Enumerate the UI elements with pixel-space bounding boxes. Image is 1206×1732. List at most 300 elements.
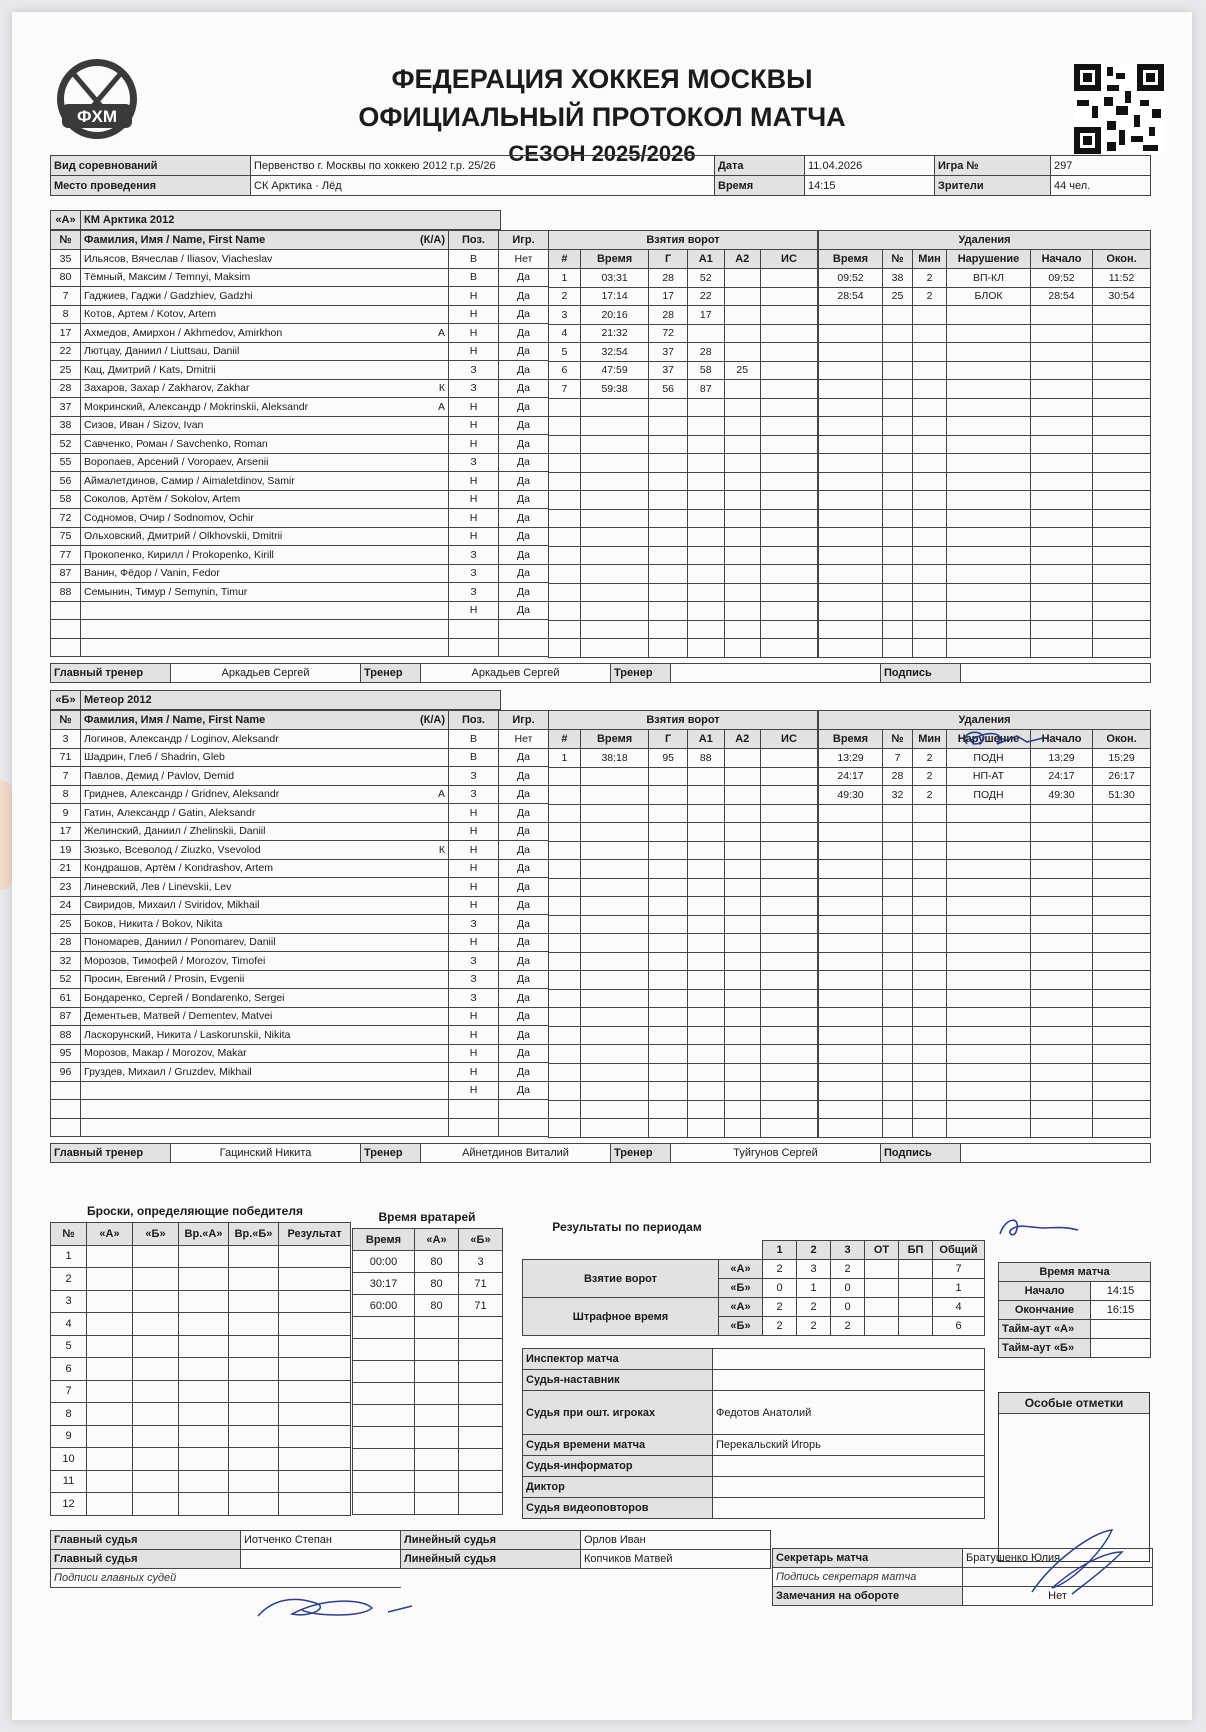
player-played: Да <box>499 601 549 620</box>
teamA-goal-row <box>549 380 818 399</box>
period-value <box>865 1279 899 1298</box>
player-position: З <box>449 767 499 786</box>
player-name: Желинский, Даниил / Zhelinskii, Daniil <box>84 825 266 838</box>
goal-number: 3 <box>549 306 581 325</box>
player-position: З <box>449 546 499 565</box>
teamA-penalties-table <box>818 230 1151 658</box>
player-played: Да <box>499 878 549 897</box>
teamB-player-row <box>51 1081 549 1100</box>
teamB-penalty-row-empty <box>819 1082 1151 1101</box>
player-name: Ласкорунский, Никита / Laskorunskii, Nikita <box>84 1028 291 1041</box>
teamB-goals-table <box>548 710 818 1138</box>
teamA-coaches-table <box>50 663 1151 683</box>
teamA-goal-row-empty <box>549 528 818 547</box>
goalie-time: 00:00 <box>353 1251 415 1273</box>
period-team-tag: «Б» <box>719 1279 763 1298</box>
teamA-player-row <box>51 324 549 343</box>
date-label: Дата <box>715 156 805 176</box>
player-played: Да <box>499 527 549 546</box>
player-number: 28 <box>51 379 81 398</box>
teamB-goal-row-empty <box>549 786 818 805</box>
teamA-penalty-row-empty <box>819 528 1151 547</box>
player-position: Н <box>449 287 499 306</box>
teamA-col-ka: (К/А) <box>419 234 445 246</box>
teamA-penalty-row-empty <box>819 565 1151 584</box>
player-position: Н <box>449 527 499 546</box>
period-value: 2 <box>797 1317 831 1336</box>
player-name: Свиридов, Михаил / Sviridov, Mikhail <box>84 899 260 912</box>
teamB-penalty-row-empty <box>819 915 1151 934</box>
teamA-goal-col-g: Г <box>649 250 688 269</box>
player-played: Да <box>499 933 549 952</box>
venue-label: Место проведения <box>51 176 251 196</box>
penalty-minutes: 2 <box>913 269 947 288</box>
player-name: Зюзько, Всеволод / Ziuzko, Vsevolod <box>84 843 261 856</box>
teamA-player-row <box>51 453 549 472</box>
player-position: Н <box>449 472 499 491</box>
period-value <box>899 1298 933 1317</box>
teamA-player-row <box>51 509 549 528</box>
player-name: Павлов, Демид / Pavlov, Demid <box>84 769 235 782</box>
goal-assist-1: 22 <box>688 287 724 306</box>
teamB-penalty-row-empty <box>819 804 1151 823</box>
shootout-col: «А» <box>87 1223 133 1246</box>
official-name: Федотов Анатолий <box>713 1391 985 1435</box>
player-number: 38 <box>51 416 81 435</box>
teamA-goal-row-empty <box>549 509 818 528</box>
period-team-tag: «Б» <box>719 1317 763 1336</box>
penalty-player: 28 <box>883 767 913 786</box>
teamB-penalty-row <box>819 786 1151 805</box>
teamB-player-row <box>51 915 549 934</box>
teamA-penalty-row-empty <box>819 491 1151 510</box>
player-number <box>51 638 81 657</box>
goal-scorer: 28 <box>649 269 688 288</box>
player-name: Кондрашов, Артём / Kondrashov, Artem <box>84 862 273 875</box>
teamA-player-row <box>51 620 549 639</box>
official-row <box>523 1349 985 1370</box>
penalty-violation: БЛОК <box>947 287 1031 306</box>
teamB-goal-row-empty <box>549 1045 818 1064</box>
remarks-label: Замечания на обороте <box>773 1587 963 1606</box>
goal-situation <box>760 361 817 380</box>
penalty-player: 25 <box>883 287 913 306</box>
teamB-penalty-row-empty <box>819 1008 1151 1027</box>
teamA-goal-row-empty <box>549 620 818 639</box>
player-position: З <box>449 915 499 934</box>
teamB-goal-row-empty <box>549 841 818 860</box>
player-position: В <box>449 748 499 767</box>
teamA-roster-table <box>50 230 549 657</box>
teamA-coach-2 <box>671 664 881 683</box>
teamA-player-row <box>51 305 549 324</box>
match-info-table <box>50 155 1151 196</box>
teamB-signature-label: Подпись <box>881 1144 961 1163</box>
penalty-time: 13:29 <box>819 749 883 768</box>
period-value: 2 <box>831 1317 865 1336</box>
goalie-row-empty <box>353 1339 503 1361</box>
match-time-table <box>998 1262 1151 1358</box>
teamA-player-row <box>51 564 549 583</box>
period-results-table <box>522 1240 985 1336</box>
player-played: Да <box>499 416 549 435</box>
timeout-b-label: Тайм-аут «Б» <box>999 1339 1091 1358</box>
teamA-penalty-row-empty <box>819 472 1151 491</box>
period-value <box>865 1260 899 1279</box>
teamB-player-row <box>51 1007 549 1026</box>
teamB-player-row <box>51 896 549 915</box>
player-position: З <box>449 583 499 602</box>
official-name <box>713 1477 985 1498</box>
teamB-name: Метеор 2012 <box>81 691 501 710</box>
teamB-penalty-row-empty <box>819 1119 1151 1138</box>
teamB-goal-row-empty <box>549 952 818 971</box>
teamB-pen-col-end: Окон. <box>1093 730 1151 749</box>
teamB-goal-row-empty <box>549 934 818 953</box>
teamA-player-row <box>51 490 549 509</box>
player-position: Н <box>449 435 499 454</box>
period-value <box>899 1279 933 1298</box>
player-played: Да <box>499 342 549 361</box>
shootout-row-number: 5 <box>51 1335 87 1358</box>
goal-time: 38:18 <box>580 749 648 768</box>
player-position: Н <box>449 841 499 860</box>
teamB-goal-col-g: Г <box>649 730 688 749</box>
shootout-row <box>51 1403 351 1426</box>
teamB-goal-row-empty <box>549 767 818 786</box>
player-position <box>449 1118 499 1137</box>
linesman-2: Копчиков Матвей <box>581 1550 771 1569</box>
player-position: В <box>449 268 499 287</box>
teamB-player-row <box>51 989 549 1008</box>
shootout-col: Вр.«А» <box>179 1223 229 1246</box>
teamB-pen-col-start: Начало <box>1031 730 1093 749</box>
teamA-pen-col-start: Начало <box>1031 250 1093 269</box>
shootout-row <box>51 1493 351 1516</box>
player-position: Н <box>449 1081 499 1100</box>
shootout-row-number: 6 <box>51 1358 87 1381</box>
date-value: 11.04.2026 <box>805 156 935 176</box>
player-name: Лютцау, Даниил / Liuttsau, Daniil <box>84 345 240 358</box>
teamB-penalty-row-empty <box>819 878 1151 897</box>
player-number: 23 <box>51 878 81 897</box>
teamB-goal-row <box>549 749 818 768</box>
goalie-col: «А» <box>415 1229 459 1251</box>
shootout-row-number: 2 <box>51 1268 87 1291</box>
teamB-player-row <box>51 933 549 952</box>
shootout-col: Результат <box>279 1223 351 1246</box>
player-number: 75 <box>51 527 81 546</box>
player-played: Да <box>499 1026 549 1045</box>
player-number: 22 <box>51 342 81 361</box>
player-name: Воропаев, Арсений / Voropaev, Arsenii <box>84 456 269 469</box>
teamA-player-row <box>51 398 549 417</box>
teamB-player-row <box>51 822 549 841</box>
player-played: Да <box>499 305 549 324</box>
teamA-goal-row <box>549 306 818 325</box>
goal-time: 20:16 <box>580 306 648 325</box>
teamA-pen-col-violation: Нарушение <box>947 250 1031 269</box>
shootout-row-number: 3 <box>51 1290 87 1313</box>
teamB-player-row <box>51 952 549 971</box>
period-value: 2 <box>831 1260 865 1279</box>
goal-assist-1: 88 <box>688 749 724 768</box>
player-played: Да <box>499 1063 549 1082</box>
match-start-value: 14:15 <box>1091 1282 1151 1301</box>
goal-number: 2 <box>549 287 581 306</box>
player-played: Да <box>499 453 549 472</box>
player-position: Н <box>449 1007 499 1026</box>
teamB-player-row <box>51 804 549 823</box>
official-row <box>523 1391 985 1435</box>
player-number: 21 <box>51 859 81 878</box>
teamA-name: КМ Арктика 2012 <box>81 211 501 230</box>
goal-assist-1 <box>688 324 724 343</box>
goal-situation <box>760 380 817 399</box>
player-played: Да <box>499 398 549 417</box>
period-value: 1 <box>933 1279 985 1298</box>
penalty-violation: ПОДН <box>947 786 1031 805</box>
player-number <box>51 601 81 620</box>
player-played: Да <box>499 1044 549 1063</box>
teamA-player-row <box>51 583 549 602</box>
teamB-goal-row-empty <box>549 1100 818 1119</box>
linesman-label-2: Линейный судья <box>401 1550 581 1569</box>
teamB-col-pos: Поз. <box>449 711 499 730</box>
player-played: Да <box>499 361 549 380</box>
player-position: В <box>449 730 499 749</box>
teamA-penalty-row-empty <box>819 620 1151 639</box>
teamA-goal-col-a2: А2 <box>724 250 760 269</box>
match-time-title: Время матча <box>999 1263 1151 1282</box>
goal-assist-2: 25 <box>724 361 760 380</box>
goal-situation <box>760 306 817 325</box>
player-position: Н <box>449 896 499 915</box>
player-number: 9 <box>51 804 81 823</box>
goalie-row-empty <box>353 1405 503 1427</box>
teamB-goal-col-num: # <box>549 730 581 749</box>
teamA-goal-row-empty <box>549 454 818 473</box>
teamB-goal-row-empty <box>549 1026 818 1045</box>
penalty-end: 30:54 <box>1093 287 1151 306</box>
teamA-goal-row-empty <box>549 398 818 417</box>
penalty-start: 24:17 <box>1031 767 1093 786</box>
teamA-goal-col-time: Время <box>580 250 648 269</box>
official-role: Судья времени матча <box>523 1435 713 1456</box>
penalty-minutes: 2 <box>913 287 947 306</box>
player-played: Да <box>499 748 549 767</box>
teamA-player-row <box>51 250 549 269</box>
player-position: В <box>449 250 499 269</box>
teamB-header <box>50 690 1151 710</box>
teamB-player-row <box>51 1118 549 1137</box>
player-name: Гриднев, Александр / Gridnev, Aleksandr <box>84 788 280 801</box>
shootout-row <box>51 1313 351 1336</box>
teamA-goal-row <box>549 361 818 380</box>
official-row <box>523 1498 985 1519</box>
goal-scorer: 56 <box>649 380 688 399</box>
player-name: Ильясов, Вячеслав / Iliasov, Viacheslav <box>84 252 273 265</box>
player-played <box>499 638 549 657</box>
teamB-goal-row-empty <box>549 1008 818 1027</box>
teamB-goal-col-a2: А2 <box>724 730 760 749</box>
teamB-goal-row-empty <box>549 823 818 842</box>
teamB-goal-row-empty <box>549 915 818 934</box>
shootout-col: Вр.«Б» <box>229 1223 279 1246</box>
player-played: Да <box>499 435 549 454</box>
teamB-head-coach-label: Главный тренер <box>51 1144 171 1163</box>
player-number: 19 <box>51 841 81 860</box>
goal-number: 6 <box>549 361 581 380</box>
teamA-head-coach-label: Главный тренер <box>51 664 171 683</box>
teamA-penalty-row-empty <box>819 361 1151 380</box>
penalty-end: 26:17 <box>1093 767 1151 786</box>
shootout-row <box>51 1268 351 1291</box>
goal-number: 4 <box>549 324 581 343</box>
referees-table <box>50 1530 771 1588</box>
penalty-minutes: 2 <box>913 767 947 786</box>
teamA-goal-row <box>549 343 818 362</box>
teamB-player-row <box>51 1063 549 1082</box>
period-value: 0 <box>763 1279 797 1298</box>
penalty-time: 09:52 <box>819 269 883 288</box>
teamA-penalty-row <box>819 269 1151 288</box>
teamB-player-row <box>51 1044 549 1063</box>
teamB-player-row <box>51 1026 549 1045</box>
federation-logo-icon <box>52 54 142 144</box>
player-number: 8 <box>51 305 81 324</box>
main-referee-1: Иотченко Степан <box>241 1531 401 1550</box>
goalie-a: 80 <box>415 1295 459 1317</box>
player-name: Логинов, Александр / Loginov, Aleksandr <box>84 732 279 745</box>
penalty-player: 32 <box>883 786 913 805</box>
player-name: Груздев, Михаил / Gruzdev, Mikhail <box>84 1065 252 1078</box>
goalie-time: 30:17 <box>353 1273 415 1295</box>
shootout-table <box>50 1222 351 1516</box>
teamA-player-row <box>51 638 549 657</box>
period-col: ОТ <box>865 1241 899 1260</box>
player-role: К <box>438 382 445 395</box>
player-number: 52 <box>51 970 81 989</box>
teamA-penalty-row-empty <box>819 306 1151 325</box>
player-number: 88 <box>51 583 81 602</box>
player-played: Да <box>499 509 549 528</box>
teamA-coach-1: Аркадьев Сергей <box>421 664 611 683</box>
teamB-goal-row-empty <box>549 860 818 879</box>
timeout-a-label: Тайм-аут «А» <box>999 1320 1091 1339</box>
teamA-goal-col-a1: А1 <box>688 250 724 269</box>
player-number: 87 <box>51 564 81 583</box>
time-label: Время <box>715 176 805 196</box>
player-number: 55 <box>51 453 81 472</box>
teamA-goal-col-is: ИС <box>760 250 817 269</box>
goal-scorer: 72 <box>649 324 688 343</box>
period-value: 7 <box>933 1260 985 1279</box>
player-played <box>499 1118 549 1137</box>
player-position: З <box>449 970 499 989</box>
goal-assist-2 <box>724 287 760 306</box>
player-number: 88 <box>51 1026 81 1045</box>
goalie-time-table <box>352 1228 503 1515</box>
player-position: Н <box>449 305 499 324</box>
penalty-time: 28:54 <box>819 287 883 306</box>
shootout-row-number: 9 <box>51 1425 87 1448</box>
teamB-goal-row-empty <box>549 878 818 897</box>
player-number: 77 <box>51 546 81 565</box>
teamB-goal-row-empty <box>549 1119 818 1138</box>
player-played <box>499 620 549 639</box>
period-value: 4 <box>933 1298 985 1317</box>
teamA-head-coach: Аркадьев Сергей <box>171 664 361 683</box>
goal-assist-2 <box>724 306 760 325</box>
player-played: Да <box>499 564 549 583</box>
player-played <box>499 1100 549 1119</box>
player-position: З <box>449 952 499 971</box>
teamA-player-row <box>51 435 549 454</box>
period-row <box>523 1298 985 1317</box>
goal-number: 1 <box>549 749 581 768</box>
penalty-violation: ВП-КЛ <box>947 269 1031 288</box>
player-number: 96 <box>51 1063 81 1082</box>
teamB-goal-row-empty <box>549 1063 818 1082</box>
teamB-penalty-row-empty <box>819 971 1151 990</box>
official-name <box>713 1498 985 1519</box>
shootout-row <box>51 1358 351 1381</box>
teamB-player-row <box>51 878 549 897</box>
period-value <box>865 1317 899 1336</box>
player-name: Захаров, Захар / Zakharov, Zakhar <box>84 382 250 395</box>
special-remarks-title: Особые отметки <box>999 1393 1149 1414</box>
player-played: Да <box>499 841 549 860</box>
main-referees-signature-icon <box>252 1592 422 1622</box>
player-name: Ахмедов, Амирхон / Akhmedov, Amirkhon <box>84 326 283 339</box>
player-played: Да <box>499 785 549 804</box>
goal-assist-1: 17 <box>688 306 724 325</box>
goalie-a: 80 <box>415 1251 459 1273</box>
match-end-value: 16:15 <box>1091 1301 1151 1320</box>
teamA-penalty-row-empty <box>819 546 1151 565</box>
teamB-pen-col-violation: Нарушение <box>947 730 1031 749</box>
teamA-penalty-row-empty <box>819 454 1151 473</box>
player-name: Гатин, Александр / Gatin, Aleksandr <box>84 806 256 819</box>
teamA-player-row <box>51 601 549 620</box>
teamA-goal-row-empty <box>549 546 818 565</box>
teamB-col-num: № <box>51 711 81 730</box>
teamB-penalty-row-empty <box>819 1045 1151 1064</box>
teamB-penalty-row-empty <box>819 952 1151 971</box>
player-number <box>51 1118 81 1137</box>
teamB-penalty-row-empty <box>819 860 1151 879</box>
official-name <box>713 1370 985 1391</box>
penalty-time: 24:17 <box>819 767 883 786</box>
period-value: 2 <box>763 1298 797 1317</box>
teamA-pen-col-end: Окон. <box>1093 250 1151 269</box>
goalie-b: 71 <box>459 1295 503 1317</box>
goalie-b: 3 <box>459 1251 503 1273</box>
shootout-row-number: 11 <box>51 1470 87 1493</box>
protocol-sheet <box>12 12 1192 1720</box>
officials-table <box>522 1348 985 1519</box>
goal-scorer: 37 <box>649 361 688 380</box>
period-col: 3 <box>831 1241 865 1260</box>
svg-text:ФХМ: ФХМ <box>76 107 118 126</box>
goalie-a: 80 <box>415 1273 459 1295</box>
player-position: Н <box>449 490 499 509</box>
teamA-col-name: Фамилия, Имя / Name, First Name <box>84 234 266 246</box>
teamB-col-played: Игр. <box>499 711 549 730</box>
player-number: 37 <box>51 398 81 417</box>
player-name: Линевский, Лев / Linevskii, Lev <box>84 880 232 893</box>
